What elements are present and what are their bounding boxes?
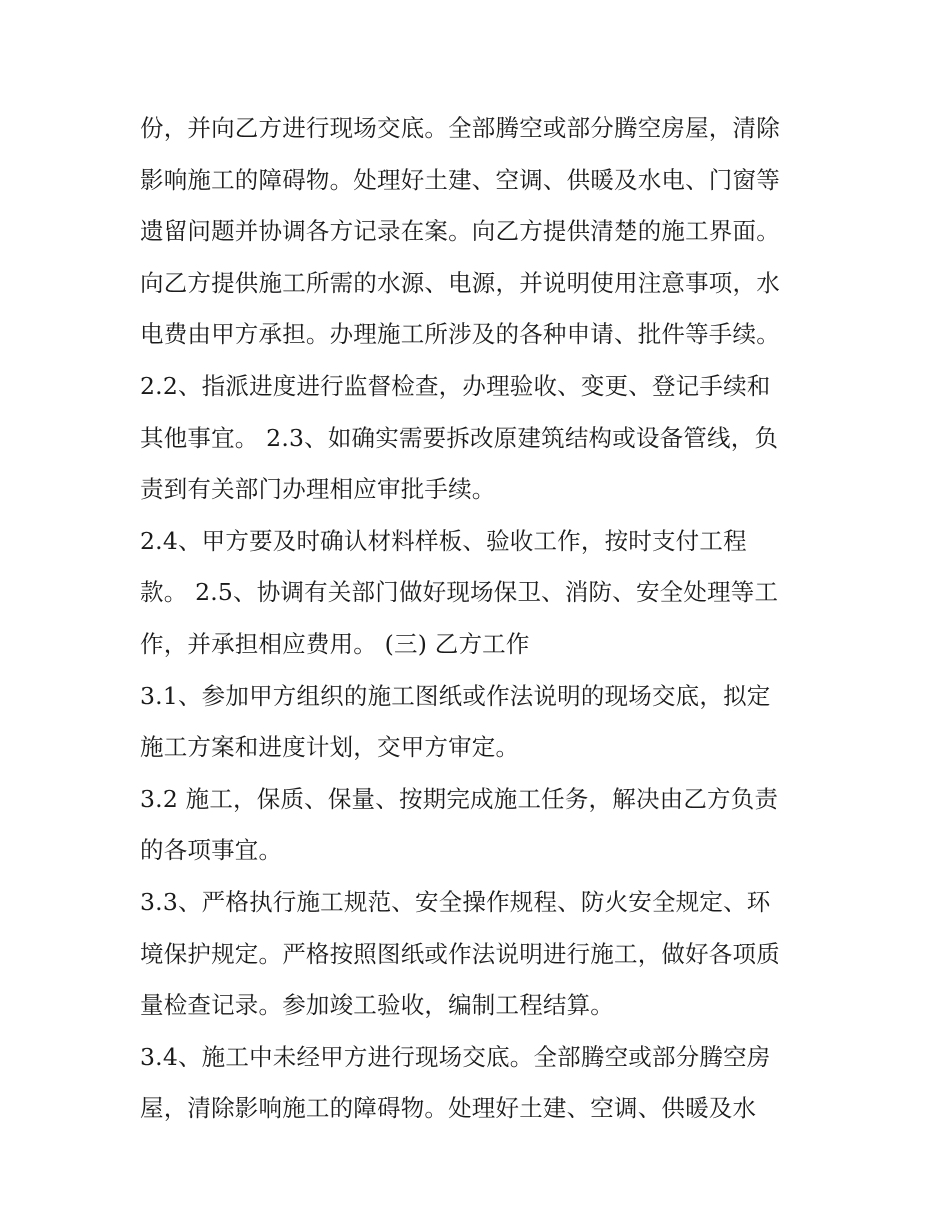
text-line: 3.1、参加甲方组织的施工图纸或作法说明的现场交底，拟定 [140, 681, 771, 710]
text-line: 屋，清除影响施工的障碍物。处理好土建、空调、供暖及水 [140, 1094, 757, 1123]
text-line: 电费由甲方承担。办理施工所涉及的各种申请、批件等手续。 [140, 320, 780, 349]
text-line: 影响施工的障碍物。处理好土建、空调、供暖及水电、门窗等 [140, 165, 780, 194]
text-line: 其他事宜。 2.3、如确实需要拆改原建筑结构或设备管线，负 [140, 423, 779, 452]
text-line: 责到有关部门办理相应审批手续。 [140, 475, 496, 504]
text-line: 的各项事宜。 [140, 836, 283, 865]
text-line: 2.2、指派进度进行监督检查，办理验收、变更、登记手续和 [140, 371, 771, 400]
text-line: 施工方案和进度计划，交甲方审定。 [140, 733, 520, 762]
text-line: 份，并向乙方进行现场交底。全部腾空或部分腾空房屋，清除 [140, 114, 780, 142]
text-line: 遗留问题并协调各方记录在案。向乙方提供清楚的施工界面。 [140, 217, 780, 246]
document-body [140, 103, 820, 1135]
text-line: 2.4、甲方要及时确认材料样板、验收工作，按时支付工程 [140, 526, 747, 555]
text-line: 3.3、严格执行施工规范、安全操作规程、防火安全规定、环 [140, 887, 771, 916]
text-line: 款。 2.5、协调有关部门做好现场保卫、消防、安全处理等工 [140, 578, 779, 607]
text-line: 量检查记录。参加竣工验收，编制工程结算。 [140, 991, 614, 1020]
text-line: 境保护规定。严格按照图纸或作法说明进行施工，做好各项质 [140, 939, 780, 968]
text-line: 3.4、施工中未经甲方进行现场交底。全部腾空或部分腾空房 [140, 1042, 771, 1071]
text-line: 作，并承担相应费用。 (三) 乙方工作 [140, 629, 530, 658]
text-line: 3.2 施工，保质、保量、按期完成施工任务，解决由乙方负责 [140, 784, 779, 813]
text-line: 向乙方提供施工所需的水源、电源，并说明使用注意事项，水 [140, 268, 780, 297]
